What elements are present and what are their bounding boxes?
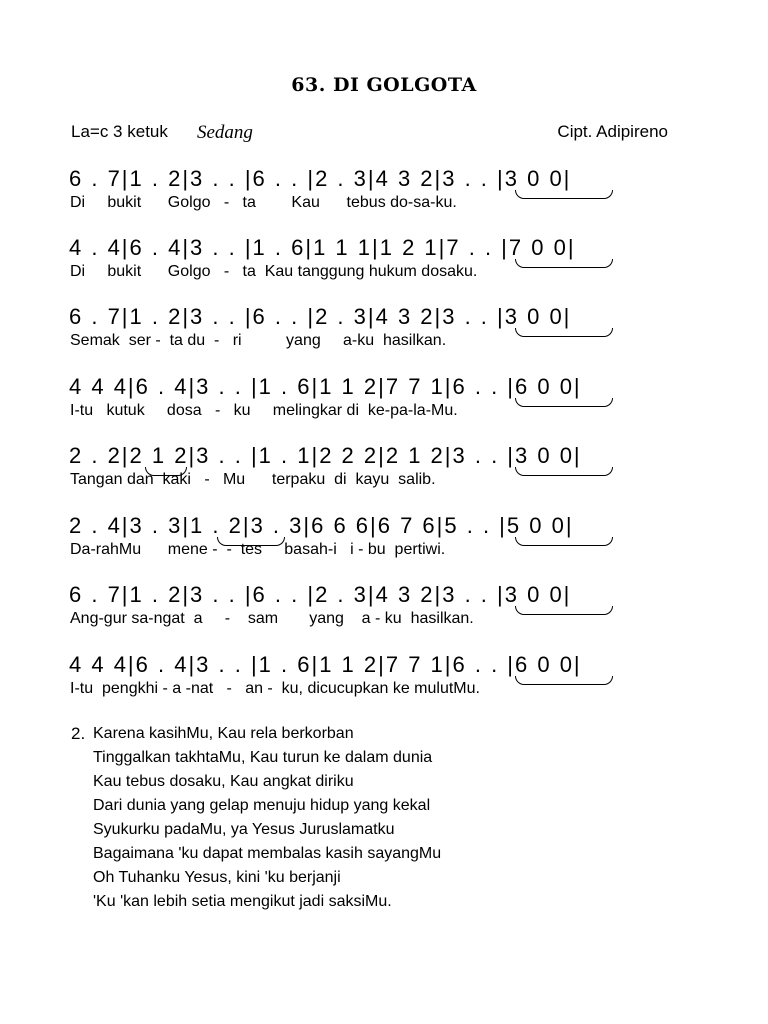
lyric-line: Tangan dan kaki - Mu terpaku di kayu salib.	[70, 471, 436, 488]
verse-number: 2.	[71, 724, 86, 743]
verse-line: Karena kasihMu, Kau rela berkorban	[93, 725, 354, 742]
music-line-6	[69, 513, 689, 563]
tempo-marking: Sedang	[197, 122, 253, 143]
note-line: 6 . 7|1 . 2|3 . . |6 . . |2 . 3|4 3 2|3 . . |3 0 0|	[69, 304, 572, 329]
music-line-5	[69, 443, 689, 493]
lyric-line: Di bukit Golgo - ta Kau tanggung hukum dosaku.	[70, 263, 478, 280]
lyric-line: Ang-gur sa-ngat a - sam yang a - ku hasilkan.	[70, 610, 474, 627]
music-line-3	[69, 304, 689, 354]
verse-line: Tinggalkan takhtaMu, Kau turun ke dalam dunia	[93, 749, 433, 766]
composer-credit: Cipt. Adipireno	[557, 122, 668, 141]
slur	[515, 398, 613, 407]
lyric-line: Di bukit Golgo - ta Kau tebus do-sa-ku.	[70, 194, 457, 211]
verse-line: Dari dunia yang gelap menuju hidup yang kekal	[93, 797, 431, 814]
slur	[515, 676, 613, 685]
note-line: 6 . 7|1 . 2|3 . . |6 . . |2 . 3|4 3 2|3 . . |3 0 0|	[69, 582, 572, 607]
slur	[515, 190, 613, 199]
music-line-8	[69, 652, 689, 702]
verse-line: Kau tebus dosaku, Kau angkat diriku	[93, 773, 354, 790]
song-title: 63. DI GOLGOTA	[291, 74, 477, 96]
key-signature: La=c 3 ketuk	[71, 122, 168, 141]
lyric-line: I-tu pengkhi - a -nat - an - ku, dicucupkan ke mulutMu.	[70, 680, 480, 697]
note-line: 2 . 2|2 1 2|3 . . |1 . 1|2 2 2|2 1 2|3 . . |3 0 0|	[69, 443, 582, 468]
note-line: 4 4 4|6 . 4|3 . . |1 . 6|1 1 2|7 7 1|6 . . |6 0 0|	[69, 374, 582, 399]
slur	[515, 537, 613, 546]
note-line: 4 4 4|6 . 4|3 . . |1 . 6|1 1 2|7 7 1|6 . . |6 0 0|	[69, 652, 582, 677]
music-line-1	[69, 166, 689, 216]
slur	[515, 606, 613, 615]
slur	[515, 259, 613, 268]
lyric-line: Da-rahMu mene - - tes basah-i i - bu pertiwi.	[70, 541, 446, 558]
slur	[515, 467, 613, 476]
verse-line: 'Ku 'kan lebih setia mengikut jadi saksiMu.	[93, 893, 392, 910]
music-line-4	[69, 374, 689, 424]
note-line: 6 . 7|1 . 2|3 . . |6 . . |2 . 3|4 3 2|3 . . |3 0 0|	[69, 166, 572, 191]
song-meta	[71, 122, 671, 148]
lyric-line: I-tu kutuk dosa - ku melingkar di ke-pa-la-Mu.	[70, 402, 458, 419]
lyric-line: Semak ser - ta du - ri yang a-ku hasilkan.	[70, 332, 447, 349]
verse-line: Syukurku padaMu, ya Yesus Juruslamatku	[93, 821, 395, 838]
note-line: 4 . 4|6 . 4|3 . . |1 . 6|1 1 1|1 2 1|7 . . |7 0 0|	[69, 235, 576, 260]
music-line-7	[69, 582, 689, 632]
note-line: 2 . 4|3 . 3|1 . 2|3 . 3|6 6 6|6 7 6|5 . . |5 0 0|	[69, 513, 574, 538]
verse-line: Bagaimana 'ku dapat membalas kasih sayangMu	[93, 845, 442, 862]
verse-lines	[93, 722, 441, 914]
slur	[515, 328, 613, 337]
verse-line: Oh Tuhanku Yesus, kini 'ku berjanji	[93, 869, 341, 886]
music-line-2	[69, 235, 689, 285]
